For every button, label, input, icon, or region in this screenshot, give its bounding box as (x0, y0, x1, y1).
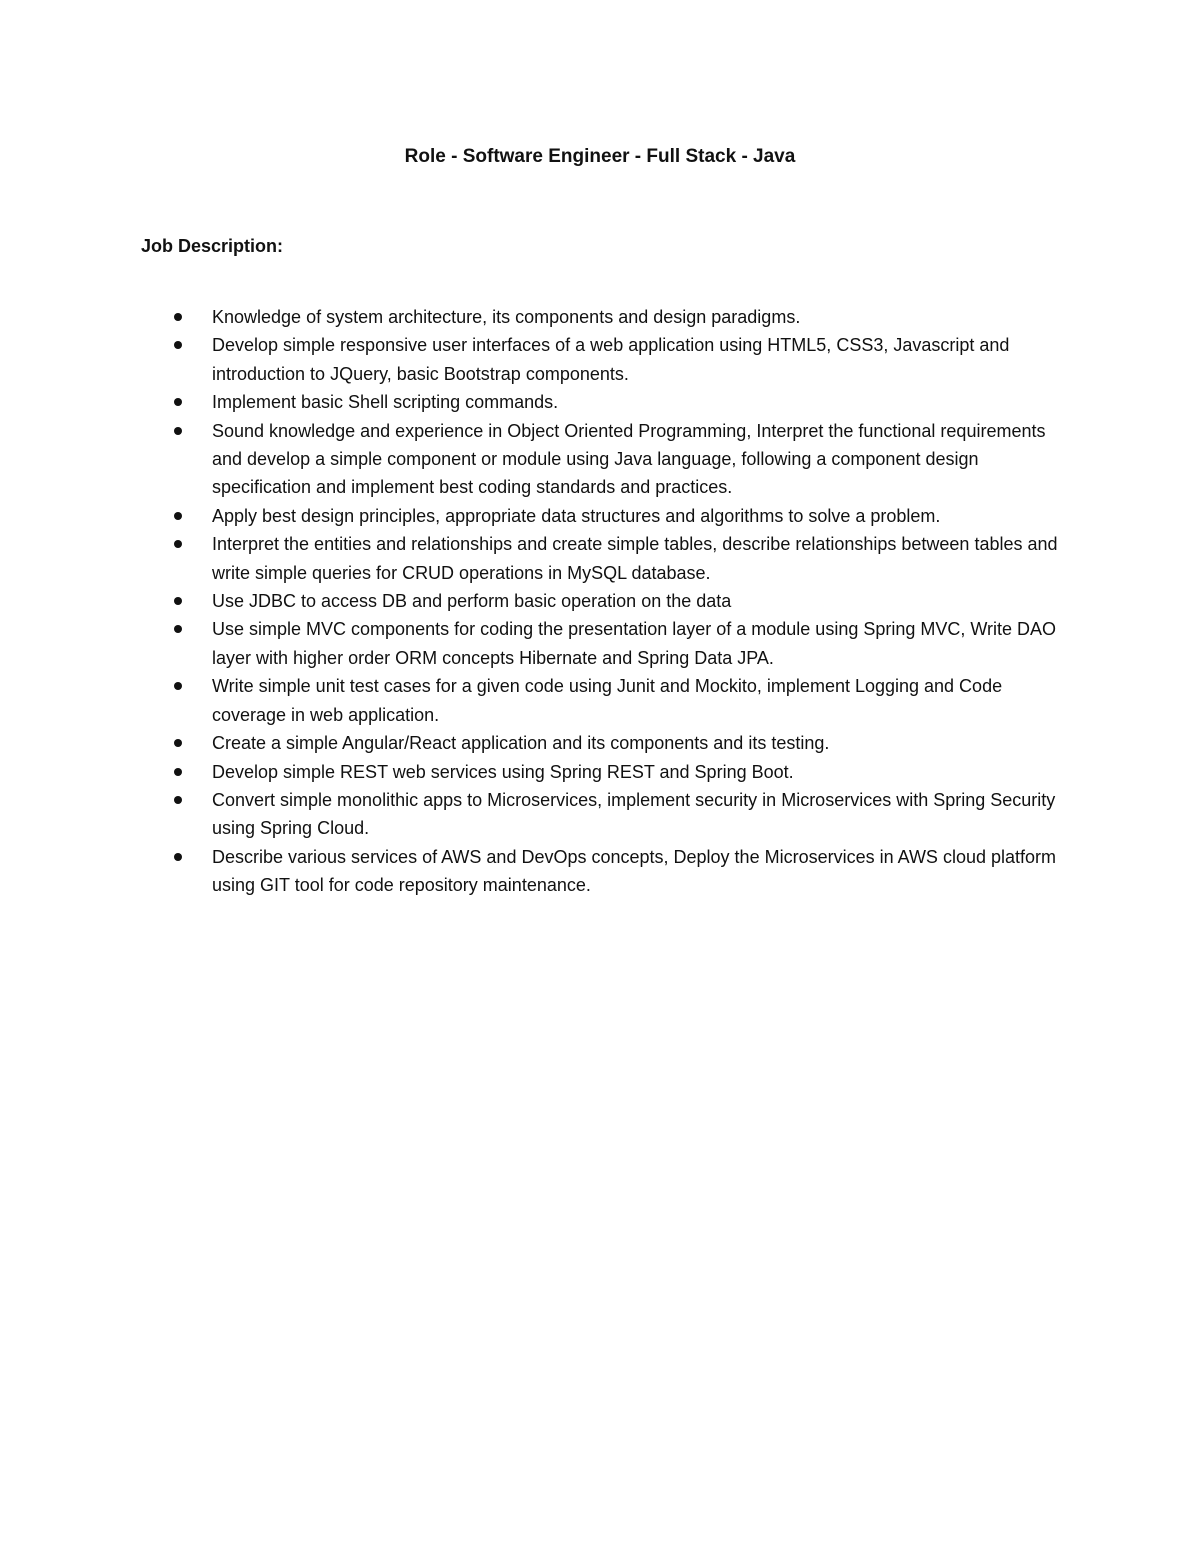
bullet-icon (174, 341, 182, 349)
list-item (141, 615, 1061, 672)
list-item-text: Develop simple responsive user interfaces of a web application using HTML5, CSS3, Javascript and introduction to JQuery, basic Bootstrap components. (212, 335, 1010, 384)
bullet-icon (174, 768, 182, 776)
list-item (141, 303, 1061, 331)
bullet-icon (174, 625, 182, 633)
bullet-icon (174, 398, 182, 406)
list-item-text: Interpret the entities and relationships and create simple tables, describe relationships between tables and write simple queries for CRUD operations in MySQL database. (212, 534, 1058, 583)
list-item-text: Write simple unit test cases for a given code using Junit and Mockito, implement Logging and Code coverage in web application. (212, 676, 1003, 725)
bullet-icon (174, 313, 182, 321)
bullet-icon (174, 853, 182, 861)
list-item-text: Convert simple monolithic apps to Microservices, implement security in Microservices with Spring Security using Spring Cloud. (212, 789, 1056, 839)
list-item (141, 587, 1061, 615)
bullet-icon (174, 427, 182, 435)
bullet-icon (174, 796, 182, 804)
bullet-icon (174, 597, 182, 605)
bullet-icon (174, 682, 182, 690)
list-item-text: Knowledge of system architecture, its components and design paradigms. (212, 307, 801, 327)
list-item (141, 530, 1061, 587)
list-item-text: Use simple MVC components for coding the presentation layer of a module using Spring MVC, Write DAO layer with higher order ORM concepts Hibernate and Spring Data JPA. (212, 619, 1057, 668)
list-item-text: Develop simple REST web services using Spring REST and Spring Boot. (212, 761, 794, 782)
job-description-list (141, 303, 1061, 900)
list-item (141, 672, 1061, 729)
bullet-icon (174, 512, 182, 520)
list-item-text: Implement basic Shell scripting commands. (212, 392, 559, 413)
list-item (141, 502, 1061, 530)
list-item (141, 729, 1061, 757)
list-item (141, 786, 1061, 843)
list-item-text: Apply best design principles, appropriate data structures and algorithms to solve a problem. (212, 505, 941, 526)
bullet-icon (174, 540, 182, 548)
list-item-text: Create a simple Angular/React application and its components and its testing. (212, 733, 830, 754)
list-item (141, 843, 1061, 900)
section-heading: Job Description: (141, 236, 284, 256)
document-title: Role - Software Engineer - Full Stack - Java (404, 146, 796, 167)
bullet-icon (174, 739, 182, 747)
list-item-text: Sound knowledge and experience in Object Oriented Programming, Interpret the functional requirements and develop a simple component or module using Java language, following a component design specification and implement best coding standards and practices. (212, 420, 1046, 498)
list-item (141, 331, 1061, 388)
list-item-text: Use JDBC to access DB and perform basic operation on the data (212, 591, 732, 612)
list-item (141, 758, 1061, 786)
list-item (141, 388, 1061, 416)
list-item-text: Describe various services of AWS and DevOps concepts, Deploy the Microservices in AWS cloud platform using GIT tool for code repository maintenance. (212, 846, 1056, 896)
list-item (141, 417, 1061, 502)
